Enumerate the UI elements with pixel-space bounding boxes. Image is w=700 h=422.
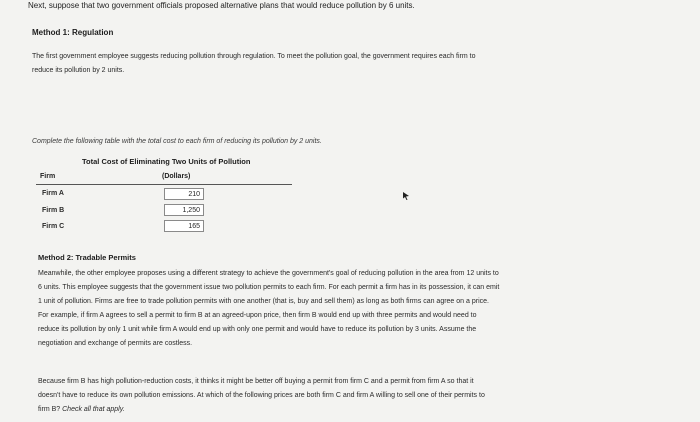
method1-heading: Method 1: Regulation	[32, 28, 114, 37]
column-header-cost: (Dollars)	[162, 173, 191, 180]
check-all-note: Check all that apply.	[62, 406, 125, 413]
method1-line: The first government employee suggests reducing pollution through regulation. To meet the pollution goal, the government requires each firm to	[32, 53, 476, 60]
method2-line: 6 units. This employee suggests that the government issue two pollution permits to each firm. For each permit a firm has in its possession, it can emit	[38, 284, 500, 291]
method2-line: reduce its pollution by only 1 unit while firm A would end up with only one permit and would have to reduce its pollution by 3 units. Assume the	[38, 326, 477, 333]
method2-heading: Method 2: Tradable Permits	[38, 253, 136, 262]
table-instruction: Complete the following table with the total cost to each firm of reducing its pollution by 2 units.	[32, 138, 322, 145]
cost-input-firm-a[interactable]: 210	[164, 188, 204, 200]
row-label-firm-c: Firm C	[42, 223, 65, 230]
method2-paragraph	[38, 267, 638, 351]
method2-line: negotiation and exchange of permits are costless.	[38, 340, 193, 347]
table-header-divider	[36, 184, 292, 185]
method1-paragraph	[32, 50, 632, 78]
question-line	[38, 403, 638, 417]
cost-input-firm-c[interactable]: 165	[164, 220, 204, 232]
method2-line: For example, if firm A agrees to sell a permit to firm B at an agreed-upon price, then firm B would end up with three permits and would need to	[38, 312, 477, 319]
question-line: doesn't have to reduce its own pollution emissions. At which of the following prices are both firm C and firm A willing to sell one of their permits to	[38, 392, 485, 399]
question-line-end: firm B?	[38, 406, 61, 413]
table-title: Total Cost of Eliminating Two Units of Pollution	[82, 157, 251, 166]
method1-line: reduce its pollution by 2 units.	[32, 67, 125, 74]
intro-text: Next, suppose that two government officials proposed alternative plans that would reduce pollution by 6 units.	[28, 1, 415, 10]
question-paragraph	[38, 375, 638, 417]
column-header-firm: Firm	[40, 173, 56, 180]
question-line: Because firm B has high pollution-reduction costs, it thinks it might be better off buying a permit from firm C and a permit from firm A so that it	[38, 378, 474, 385]
row-label-firm-a: Firm A	[42, 190, 64, 197]
row-label-firm-b: Firm B	[42, 207, 65, 214]
method2-line: Meanwhile, the other employee proposes using a different strategy to achieve the government's goal of reducing pollution in the area from 12 units to	[38, 270, 499, 277]
cost-input-firm-b[interactable]: 1,250	[164, 204, 204, 216]
mouse-cursor-icon	[403, 192, 409, 200]
method2-line: 1 unit of pollution. Firms are free to trade pollution permits with one another (that is, buy and sell them) as long as both firms can agree on a price.	[38, 298, 489, 305]
